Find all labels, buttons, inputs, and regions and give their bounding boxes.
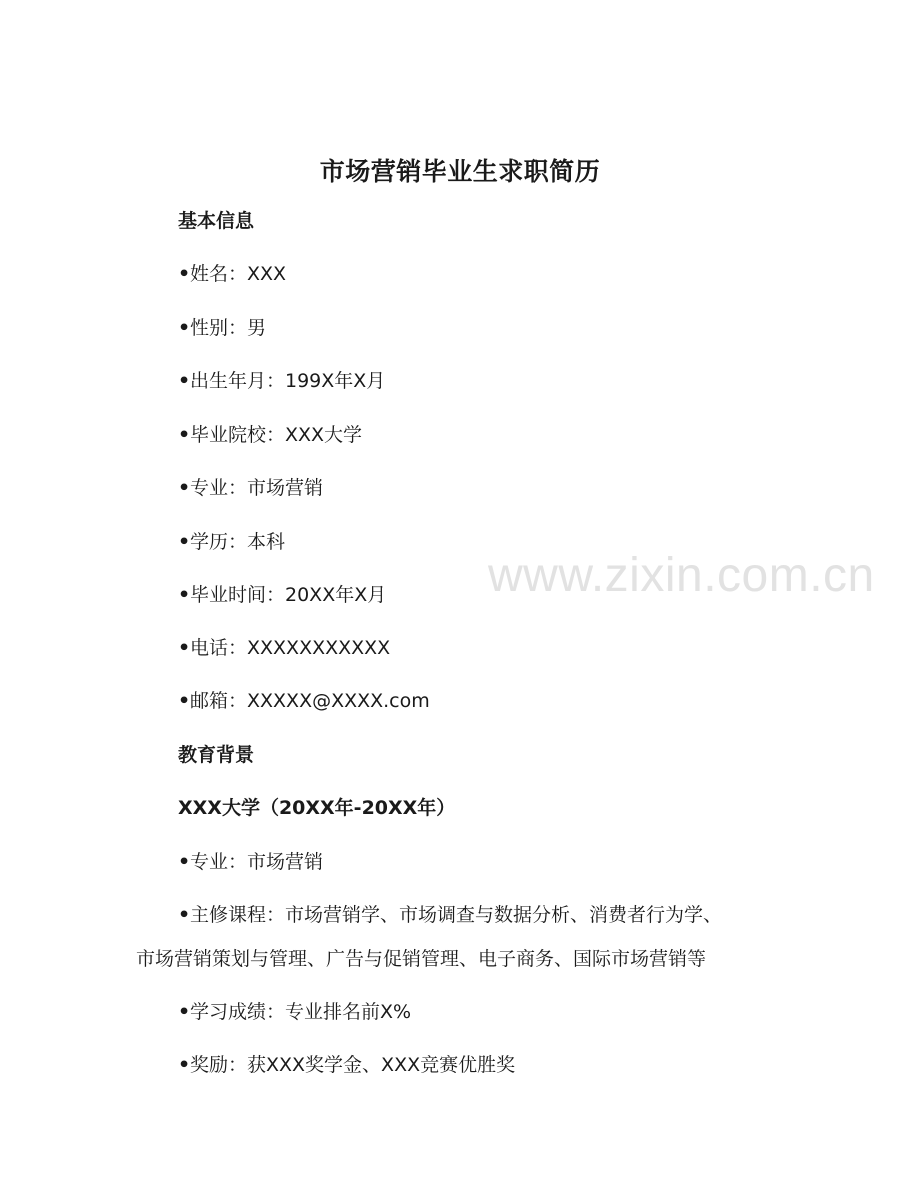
list-item — [178, 997, 411, 1024]
list-item-text: 学习成绩：专业排名前X% — [190, 1001, 412, 1023]
list-item-text: 出生年月：199X年X月 — [190, 370, 386, 392]
bullet-icon: • — [178, 424, 191, 446]
school-line: XXX大学（20XX年-20XX年） — [178, 797, 456, 819]
bullet-icon: • — [178, 263, 191, 285]
list-item-continuation: 市场营销策划与管理、广告与促销管理、电子商务、国际市场营销等 — [136, 948, 707, 970]
list-item — [178, 473, 323, 500]
bullet-icon: • — [178, 477, 191, 499]
list-item-text: 电话：XXXXXXXXXXX — [190, 637, 391, 659]
list-item — [178, 420, 362, 447]
list-item-text: 毕业院校：XXX大学 — [190, 424, 363, 446]
bullet-icon: • — [178, 1001, 191, 1023]
list-item-text: 奖励：获XXX奖学金、XXX竞赛优胜奖 — [190, 1054, 516, 1076]
page-title: 市场营销毕业生求职简历 — [319, 157, 601, 186]
bullet-icon: • — [178, 851, 191, 873]
list-item-text: 学历：本科 — [190, 531, 286, 553]
bullet-icon: • — [178, 317, 191, 339]
bullet-icon: • — [178, 531, 191, 553]
list-item — [178, 580, 386, 607]
watermark: www.zixin.com.cn — [488, 549, 875, 602]
list-item — [178, 1050, 515, 1077]
list-item — [178, 366, 385, 393]
bullet-icon: • — [178, 904, 191, 926]
list-item-text: 邮箱：XXXXX@XXXX.com — [190, 690, 430, 712]
bullet-icon: • — [178, 1054, 191, 1076]
bullet-icon: • — [178, 690, 191, 712]
section-heading-education: 教育背景 — [178, 744, 255, 766]
list-item — [178, 527, 285, 554]
bullet-icon: • — [178, 637, 191, 659]
list-item — [178, 633, 390, 660]
list-item-text: 专业：市场营销 — [190, 851, 324, 873]
bullet-icon: • — [178, 370, 191, 392]
list-item — [178, 847, 323, 874]
list-item-text: 姓名：XXX — [190, 263, 287, 285]
list-item-text: 毕业时间：20XX年X月 — [190, 584, 387, 606]
list-item — [178, 686, 430, 713]
section-heading-basic-info: 基本信息 — [178, 210, 255, 232]
list-item — [178, 313, 266, 340]
list-item — [178, 259, 286, 286]
list-item-text: 性别：男 — [190, 317, 267, 339]
list-item-text: 专业：市场营销 — [190, 477, 324, 499]
list-item — [178, 900, 722, 927]
bullet-icon: • — [178, 584, 191, 606]
list-item-text: 主修课程：市场营销学、市场调查与数据分析、消费者行为学、 — [190, 904, 723, 926]
